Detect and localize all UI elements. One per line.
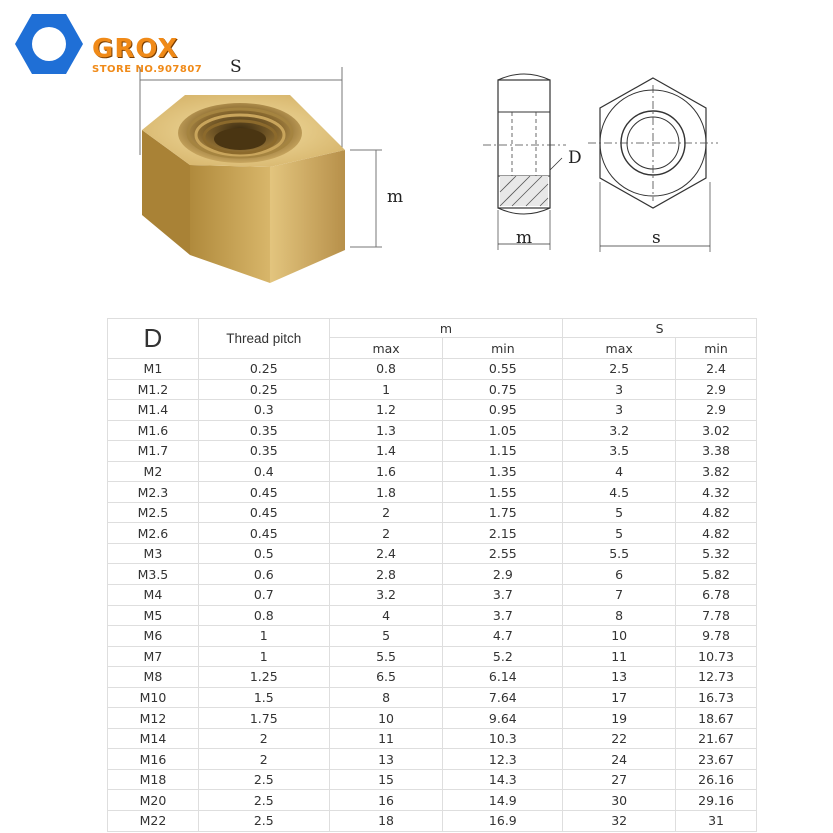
brass-nut-image <box>130 55 420 305</box>
cell-m-min: 9.64 <box>443 708 563 729</box>
table-row <box>108 646 757 667</box>
product-photo <box>130 55 420 305</box>
cell-s-max: 19 <box>563 708 676 729</box>
cell-s-min: 5.82 <box>676 564 757 585</box>
cell-size: M5 <box>108 605 199 626</box>
table-row <box>108 790 757 811</box>
cell-m-min: 6.14 <box>443 667 563 688</box>
cell-size: M22 <box>108 811 199 832</box>
photo-label-m: m <box>387 187 404 207</box>
cell-s-max: 17 <box>563 687 676 708</box>
cell-m-min: 0.75 <box>443 379 563 400</box>
cell-m-max: 10 <box>329 708 443 729</box>
cell-m-min: 10.3 <box>443 728 563 749</box>
cell-m-min: 1.75 <box>443 502 563 523</box>
cell-thread-pitch: 0.3 <box>198 400 329 421</box>
header-s: S <box>563 319 757 338</box>
cell-m-min: 12.3 <box>443 749 563 770</box>
cell-thread-pitch: 2.5 <box>198 790 329 811</box>
cell-s-min: 31 <box>676 811 757 832</box>
cell-thread-pitch: 0.35 <box>198 420 329 441</box>
hex-logo-icon <box>14 12 84 76</box>
cell-s-min: 26.16 <box>676 769 757 790</box>
cell-thread-pitch: 1.5 <box>198 687 329 708</box>
table-row <box>108 769 757 790</box>
cell-m-min: 1.05 <box>443 420 563 441</box>
brand-name: GROX <box>92 34 179 64</box>
cell-thread-pitch: 0.8 <box>198 605 329 626</box>
cell-s-min: 21.67 <box>676 728 757 749</box>
cell-s-min: 3.02 <box>676 420 757 441</box>
cell-m-max: 2 <box>329 502 443 523</box>
store-number: STORE NO.907807 <box>92 64 203 75</box>
cell-m-max: 15 <box>329 769 443 790</box>
nut-dimension-table <box>107 318 757 832</box>
cell-thread-pitch: 1.25 <box>198 667 329 688</box>
cell-size: M2.6 <box>108 523 199 544</box>
cell-size: M14 <box>108 728 199 749</box>
cell-thread-pitch: 2.5 <box>198 769 329 790</box>
cell-m-min: 16.9 <box>443 811 563 832</box>
cell-s-min: 12.73 <box>676 667 757 688</box>
cell-m-min: 1.15 <box>443 441 563 462</box>
cell-m-max: 16 <box>329 790 443 811</box>
cell-m-min: 2.15 <box>443 523 563 544</box>
table-row <box>108 400 757 421</box>
table-row <box>108 359 757 380</box>
cell-s-max: 6 <box>563 564 676 585</box>
header-thread-pitch: Thread pitch <box>198 319 329 359</box>
cell-m-min: 0.55 <box>443 359 563 380</box>
cell-m-max: 1.8 <box>329 482 443 503</box>
cell-m-min: 14.3 <box>443 769 563 790</box>
cell-thread-pitch: 0.25 <box>198 359 329 380</box>
cell-thread-pitch: 1 <box>198 646 329 667</box>
cell-m-max: 2.8 <box>329 564 443 585</box>
table-row <box>108 482 757 503</box>
cell-m-max: 1.4 <box>329 441 443 462</box>
table-row <box>108 749 757 770</box>
cell-thread-pitch: 0.45 <box>198 502 329 523</box>
cell-m-min: 0.95 <box>443 400 563 421</box>
cell-size: M2.3 <box>108 482 199 503</box>
cell-size: M7 <box>108 646 199 667</box>
cell-size: M1.2 <box>108 379 199 400</box>
cell-size: M1.7 <box>108 441 199 462</box>
cell-m-max: 3.2 <box>329 585 443 606</box>
cell-s-max: 11 <box>563 646 676 667</box>
cell-s-min: 29.16 <box>676 790 757 811</box>
table-row <box>108 605 757 626</box>
table-row <box>108 523 757 544</box>
header-d: D <box>108 319 199 359</box>
cell-s-max: 2.5 <box>563 359 676 380</box>
cell-s-max: 27 <box>563 769 676 790</box>
cell-s-min: 10.73 <box>676 646 757 667</box>
cell-m-max: 2.4 <box>329 543 443 564</box>
cell-m-min: 2.9 <box>443 564 563 585</box>
cell-m-min: 3.7 <box>443 605 563 626</box>
cell-thread-pitch: 1.75 <box>198 708 329 729</box>
cell-s-max: 5.5 <box>563 543 676 564</box>
cell-thread-pitch: 0.45 <box>198 523 329 544</box>
cell-m-max: 11 <box>329 728 443 749</box>
header-s-max: max <box>563 338 676 359</box>
cell-m-max: 8 <box>329 687 443 708</box>
cell-s-min: 2.9 <box>676 379 757 400</box>
cell-size: M20 <box>108 790 199 811</box>
drawing-label-m: m <box>516 228 533 248</box>
cell-thread-pitch: 0.6 <box>198 564 329 585</box>
header-s-min: min <box>676 338 757 359</box>
cell-m-min: 1.55 <box>443 482 563 503</box>
cell-s-min: 6.78 <box>676 585 757 606</box>
cell-s-max: 8 <box>563 605 676 626</box>
cell-s-max: 32 <box>563 811 676 832</box>
table-row <box>108 626 757 647</box>
cell-m-min: 7.64 <box>443 687 563 708</box>
cell-size: M3.5 <box>108 564 199 585</box>
cell-s-min: 16.73 <box>676 687 757 708</box>
table-row <box>108 687 757 708</box>
table-row <box>108 728 757 749</box>
header-m-min: min <box>443 338 563 359</box>
cell-thread-pitch: 0.25 <box>198 379 329 400</box>
cell-s-max: 13 <box>563 667 676 688</box>
cell-s-max: 4 <box>563 461 676 482</box>
cell-s-min: 3.38 <box>676 441 757 462</box>
cell-s-min: 4.82 <box>676 523 757 544</box>
table-row <box>108 379 757 400</box>
cell-m-max: 2 <box>329 523 443 544</box>
cell-size: M1 <box>108 359 199 380</box>
cell-thread-pitch: 2 <box>198 728 329 749</box>
table-row <box>108 543 757 564</box>
cell-thread-pitch: 1 <box>198 626 329 647</box>
cell-s-max: 3.5 <box>563 441 676 462</box>
cell-s-min: 9.78 <box>676 626 757 647</box>
cell-s-min: 23.67 <box>676 749 757 770</box>
cell-s-min: 18.67 <box>676 708 757 729</box>
cell-size: M3 <box>108 543 199 564</box>
cell-s-max: 30 <box>563 790 676 811</box>
cell-m-min: 1.35 <box>443 461 563 482</box>
cell-size: M8 <box>108 667 199 688</box>
cell-s-max: 5 <box>563 523 676 544</box>
cell-thread-pitch: 0.4 <box>198 461 329 482</box>
table-row <box>108 564 757 585</box>
cell-s-max: 5 <box>563 502 676 523</box>
cell-size: M1.6 <box>108 420 199 441</box>
cell-m-min: 14.9 <box>443 790 563 811</box>
cell-m-max: 1.6 <box>329 461 443 482</box>
cell-s-min: 5.32 <box>676 543 757 564</box>
cell-m-max: 1.3 <box>329 420 443 441</box>
table-row <box>108 667 757 688</box>
photo-label-s: S <box>230 57 242 77</box>
cell-m-max: 1.2 <box>329 400 443 421</box>
cell-s-min: 3.82 <box>676 461 757 482</box>
cell-thread-pitch: 2.5 <box>198 811 329 832</box>
cell-s-max: 4.5 <box>563 482 676 503</box>
cell-m-min: 5.2 <box>443 646 563 667</box>
cell-s-max: 10 <box>563 626 676 647</box>
cell-m-min: 2.55 <box>443 543 563 564</box>
table-body <box>108 359 757 832</box>
cell-thread-pitch: 0.35 <box>198 441 329 462</box>
cell-m-max: 4 <box>329 605 443 626</box>
table-row <box>108 811 757 832</box>
cell-size: M6 <box>108 626 199 647</box>
cell-m-min: 3.7 <box>443 585 563 606</box>
header-m-max: max <box>329 338 443 359</box>
technical-drawing <box>478 70 738 265</box>
cell-size: M2.5 <box>108 502 199 523</box>
cell-size: M10 <box>108 687 199 708</box>
drawing-label-d: D <box>568 148 582 168</box>
cell-s-max: 22 <box>563 728 676 749</box>
cell-s-max: 3 <box>563 400 676 421</box>
cell-m-max: 13 <box>329 749 443 770</box>
cell-thread-pitch: 0.5 <box>198 543 329 564</box>
drawing-label-s: s <box>652 228 661 248</box>
table-row <box>108 441 757 462</box>
cell-m-max: 5.5 <box>329 646 443 667</box>
cell-m-max: 0.8 <box>329 359 443 380</box>
table-row <box>108 708 757 729</box>
table-row <box>108 502 757 523</box>
cell-thread-pitch: 2 <box>198 749 329 770</box>
cell-size: M1.4 <box>108 400 199 421</box>
table-row <box>108 420 757 441</box>
cell-thread-pitch: 0.45 <box>198 482 329 503</box>
cell-thread-pitch: 0.7 <box>198 585 329 606</box>
cell-s-max: 24 <box>563 749 676 770</box>
cell-s-min: 7.78 <box>676 605 757 626</box>
cell-size: M18 <box>108 769 199 790</box>
cell-m-max: 5 <box>329 626 443 647</box>
table-row <box>108 585 757 606</box>
cell-m-max: 1 <box>329 379 443 400</box>
cell-size: M12 <box>108 708 199 729</box>
cell-m-max: 18 <box>329 811 443 832</box>
cell-size: M4 <box>108 585 199 606</box>
cell-size: M2 <box>108 461 199 482</box>
cell-s-min: 2.9 <box>676 400 757 421</box>
cell-m-min: 4.7 <box>443 626 563 647</box>
table-row <box>108 461 757 482</box>
header-m: m <box>329 319 563 338</box>
cell-s-min: 4.82 <box>676 502 757 523</box>
cell-s-max: 7 <box>563 585 676 606</box>
cell-s-min: 4.32 <box>676 482 757 503</box>
cell-s-max: 3.2 <box>563 420 676 441</box>
cell-s-min: 2.4 <box>676 359 757 380</box>
cell-s-max: 3 <box>563 379 676 400</box>
cell-size: M16 <box>108 749 199 770</box>
cell-m-max: 6.5 <box>329 667 443 688</box>
